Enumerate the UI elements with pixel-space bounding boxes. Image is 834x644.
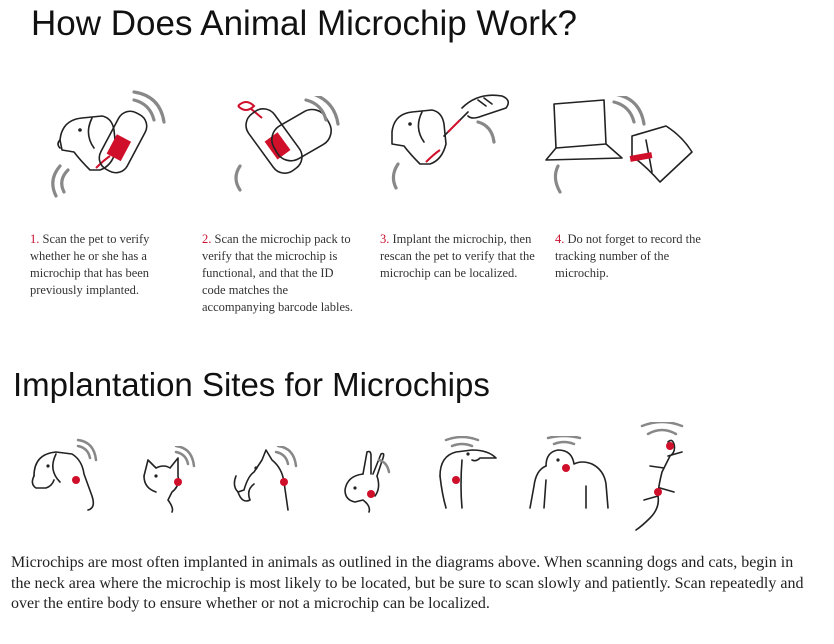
step-caption xyxy=(380,231,538,282)
step-number: 4. xyxy=(555,232,565,246)
cat-icon xyxy=(138,446,208,516)
step-text: Implant the microchip, then rescan the pet to verify that the microchip can be localized. xyxy=(380,232,535,280)
rabbit-icon xyxy=(333,446,403,516)
step-number: 3. xyxy=(380,232,390,246)
step-text: Scan the pet to verify whether he or she has a microchip that has been previously implanted. xyxy=(30,232,150,297)
step-caption xyxy=(30,231,192,299)
dog-icon xyxy=(26,436,106,516)
step-caption xyxy=(202,231,357,316)
page-title: How Does Animal Microchip Work? xyxy=(31,4,577,43)
monkey-icon xyxy=(526,436,616,516)
laptop-record-icon xyxy=(542,96,702,196)
scanning-dog-icon xyxy=(50,90,180,200)
step-caption xyxy=(555,231,710,282)
horse-icon xyxy=(226,446,306,516)
lizard-icon xyxy=(628,422,698,532)
step-text: Scan the microchip pack to verify that the microchip is functional, and that the ID code matches the accompanying barcode lables. xyxy=(202,232,353,314)
scanning-pack-icon xyxy=(222,96,352,196)
step-number: 2. xyxy=(202,232,212,246)
step-text: Do not forget to record the tracking number of the microchip. xyxy=(555,232,701,280)
description-paragraph: Microchips are most often implanted in animals as outlined in the diagrams above. When scanning dogs and cats, begin in the neck area where the microchip is most likely to be located, but be sure to scan slowly and patiently. Scan repeatedly and over the entire body to ensure whether or not a microchip can be localized. xyxy=(11,554,804,612)
implanting-dog-icon xyxy=(382,86,522,196)
sites-title: Implantation Sites for Microchips xyxy=(13,366,490,403)
bird-icon xyxy=(432,436,502,516)
step-number: 1. xyxy=(30,232,40,246)
